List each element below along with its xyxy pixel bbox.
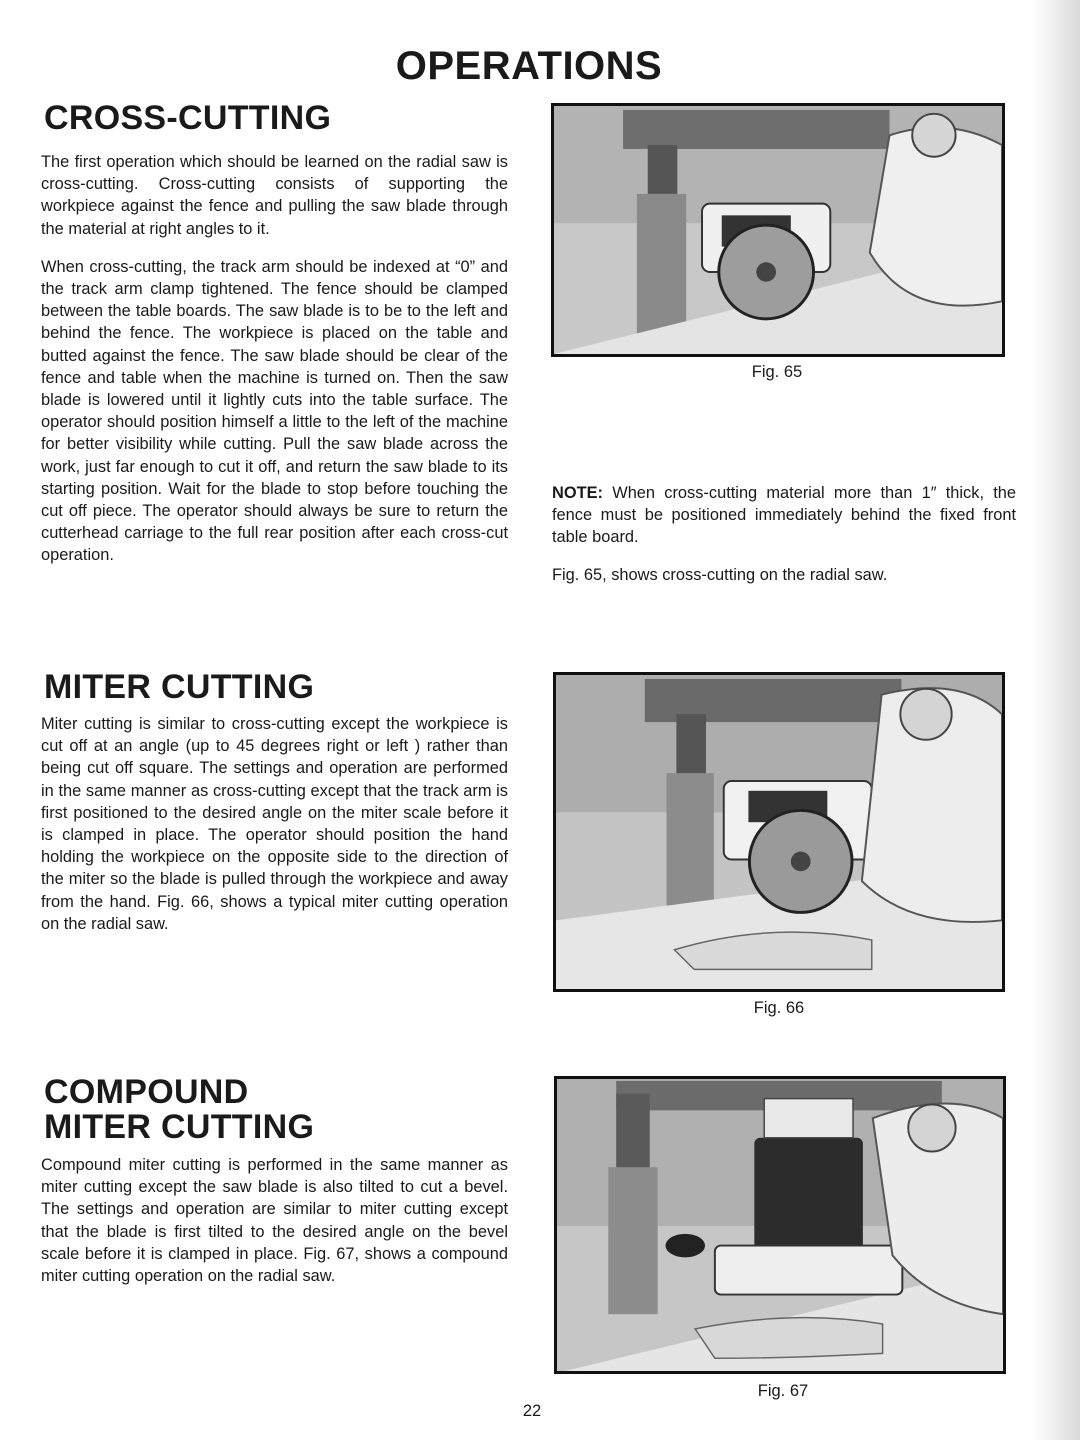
- cross-cutting-note: [552, 482, 1016, 549]
- miter-cutting-body: [41, 713, 508, 951]
- figure-65-photo: [551, 103, 1005, 357]
- compound-heading-line-1: COMPOUND: [44, 1073, 249, 1111]
- page-number: 22: [522, 1402, 542, 1420]
- figure-66-caption: Fig. 66: [753, 999, 805, 1017]
- figure-67-caption: Fig. 67: [757, 1382, 809, 1400]
- compound-miter-cutting-photo-illustration: [557, 1079, 1003, 1371]
- note-text: When cross-cutting material more than 1″ thick, the fence must be positioned immediately behind the fixed front table board.: [552, 484, 1016, 547]
- miter-cutting-heading: MITER CUTTING: [44, 668, 315, 706]
- compound-miter-cutting-paragraph: Compound miter cutting is performed in the same manner as miter cutting except the saw blade is also tilted to cut a bevel. The settings and operation are similar to miter cutting except that the blade is first tilted to the desired angle on the bevel scale before it is clamped in place. Fig. 67, shows a compound miter cutting operation on the radial saw.: [41, 1156, 508, 1286]
- page-edge-shadow: [1032, 0, 1080, 1440]
- compound-miter-cutting-body: [41, 1154, 508, 1303]
- cross-cutting-note-block: [552, 482, 1016, 601]
- cross-cutting-body: [41, 151, 508, 583]
- figure-65-reference: Fig. 65, shows cross-cutting on the radial saw.: [552, 565, 888, 584]
- note-label: NOTE:: [552, 484, 603, 502]
- cross-cutting-paragraph-1: The first operation which should be learned on the radial saw is cross-cutting. Cross-cutting consists of supporting the workpiece against the fence and pulling the saw blade through the material at right angles to it.: [41, 153, 508, 238]
- miter-cutting-photo-illustration: [556, 675, 1002, 989]
- miter-cutting-paragraph: Miter cutting is similar to cross-cutting except the workpiece is cut off at an angle (up to 45 degrees right or left ) rather than being cut off square. The settings and operation are performed in the same manner as cross-cutting except that the track arm is first positioned to the desired angle on the miter scale before it is clamped in place. The operator should position the hand holding the workpiece on the opposite side to the direction of the miter so the blade is pulled through the workpiece and away from the hand. Fig. 66, shows a typical miter cutting operation on the radial saw.: [41, 715, 508, 933]
- figure-66-photo: [553, 672, 1005, 992]
- cross-cutting-heading: CROSS-CUTTING: [44, 99, 332, 137]
- figure-67-photo: [554, 1076, 1006, 1374]
- cross-cutting-paragraph-2: When cross-cutting, the track arm should be indexed at “0” and the track arm clamp tightened. The fence should be clamped between the table boards. The saw blade is to be to the left and behind the fence. The workpiece is placed on the table and butted against the fence. The saw blade should be clear of the fence and table when the machine is turned on. Then the saw blade is lowered until it lightly cuts into the table surface. The operator should position himself a little to the left of the machine for better visibility while cutting. Pull the saw blade across the work, just far enough to cut it off, and return the saw blade to its starting position. Wait for the blade to stop before touching the cut off piece. The operator should always be sure to return the cutterhead carriage to the full rear position after each cross-cut operation.: [41, 257, 508, 565]
- page-title: OPERATIONS: [395, 44, 663, 88]
- figure-65-caption: Fig. 65: [751, 363, 803, 381]
- compound-heading-line-2: MITER CUTTING: [44, 1108, 315, 1146]
- cross-cutting-photo-illustration: [554, 106, 1002, 354]
